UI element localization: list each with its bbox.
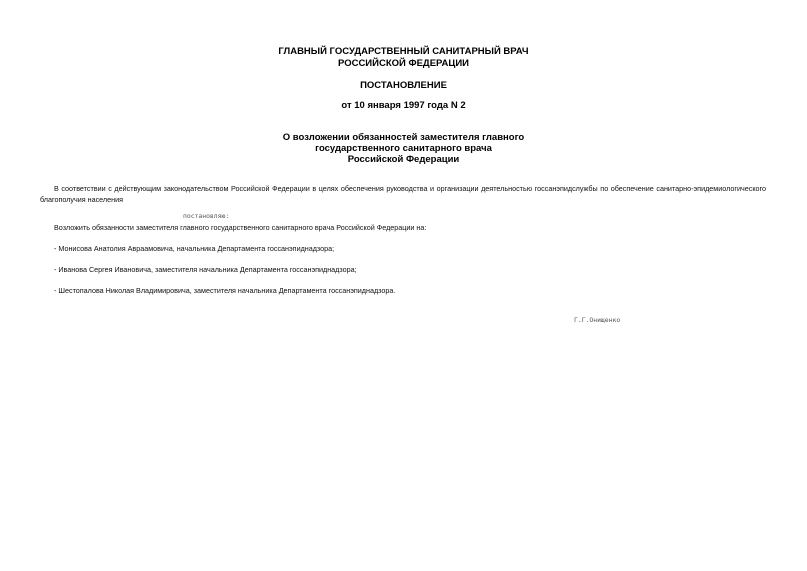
document-type: ПОСТАНОВЛЕНИЕ: [360, 80, 447, 91]
decree-intro: Возложить обязанности заместителя главного государственного санитарного врача Российской Федерации на:: [54, 223, 427, 232]
subject-line-3: Российской Федерации: [347, 154, 460, 165]
document-date-number: от 10 января 1997 года N 2: [341, 100, 466, 111]
subject-line-2: государственного санитарного врача: [315, 143, 492, 154]
list-item: - Шестопалова Николая Владимировича, заместителя начальника Департамента госсанэпиднадзора.: [54, 286, 396, 295]
issuer-line-1: ГЛАВНЫЙ ГОСУДАРСТВЕННЫЙ САНИТАРНЫЙ ВРАЧ: [278, 46, 529, 57]
list-item: - Иванова Сергея Ивановича, заместителя начальника Департамента госсанэпиднадзора;: [54, 265, 357, 274]
list-item: - Монисова Анатолия Авраамовича, начальника Департамента госсанэпиднадзора;: [54, 244, 335, 253]
issuer-line-2: РОССИЙСКОЙ ФЕДЕРАЦИИ: [337, 58, 469, 69]
decree-word: постановляю:: [183, 212, 230, 220]
preamble-paragraph: В соответствии с действующим законодательством Российской Федерации в целях обеспечения руководства и организации деятельностью госсанэпидслужбы по обеспечение санитарно-эпидемиологического благополучия населения: [40, 184, 766, 204]
subject-line-1: О возложении обязанностей заместителя главного: [282, 132, 525, 143]
signature: Г.Г.Онищенко: [574, 316, 621, 324]
